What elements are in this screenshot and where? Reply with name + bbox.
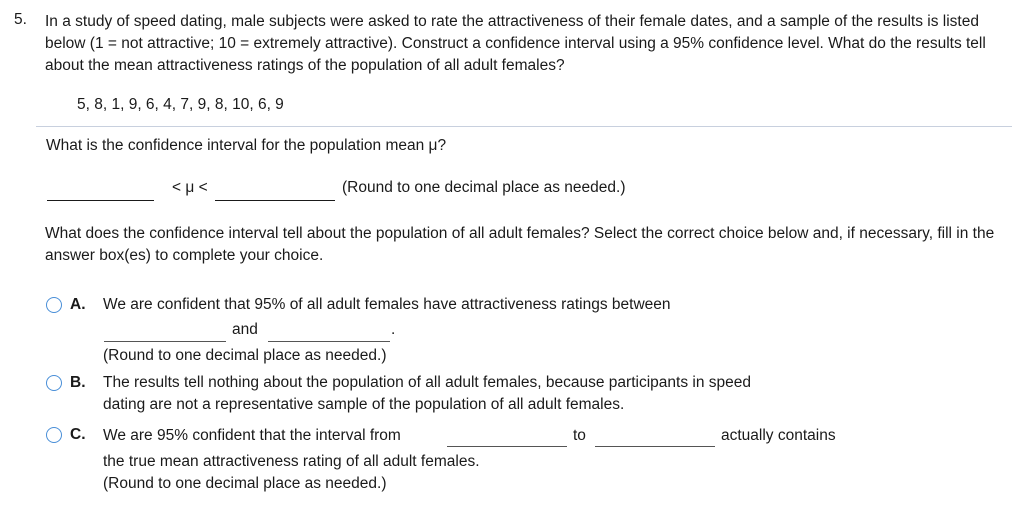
part2-prompt: What does the confidence interval tell about the population of all adult females? Select the correct choice below and, if necessary, fill in the answer box(es) to complete your choice. xyxy=(45,225,995,264)
option-b-letter: B. xyxy=(70,374,86,391)
option-a-letter: A. xyxy=(70,296,86,313)
ci-upper-answer-box[interactable] xyxy=(215,200,335,201)
part1-prompt: What is the confidence interval for the population mean μ? xyxy=(46,137,447,154)
option-a-connector: and xyxy=(232,321,258,338)
option-a-text: We are confident that 95% of all adult females have attractiveness ratings between xyxy=(103,296,671,313)
option-c-round-note: (Round to one decimal place as needed.) xyxy=(103,475,387,492)
option-b-text-line1: The results tell nothing about the population of all adult females, because participants in speed xyxy=(103,374,751,391)
option-c-answer-box-1[interactable] xyxy=(447,446,567,447)
ci-inequality: < μ < xyxy=(172,179,208,196)
part1-round-note: (Round to one decimal place as needed.) xyxy=(342,179,626,196)
option-b-text-line2: dating are not a representative sample of the population of all adult females. xyxy=(103,396,625,413)
option-c-letter: C. xyxy=(70,426,86,443)
option-c-text-line2: the true mean attractiveness rating of all adult females. xyxy=(103,453,480,470)
option-a-round-note: (Round to one decimal place as needed.) xyxy=(103,347,387,364)
option-c-connector: to xyxy=(573,427,586,444)
option-b-radio[interactable] xyxy=(46,375,62,391)
section-divider xyxy=(36,126,1012,127)
ci-lower-answer-box[interactable] xyxy=(47,200,154,201)
option-c-radio[interactable] xyxy=(46,427,62,443)
option-a-radio[interactable] xyxy=(46,297,62,313)
option-a-end-punct: . xyxy=(391,321,396,338)
option-a-answer-box-1[interactable] xyxy=(104,341,226,342)
question-text: In a study of speed dating, male subjects were asked to rate the attractiveness of their female dates, and a sample of the results is listed below (1 = not attractive; 10 = extremely attractive). Construct a confidence interval using a 95% confidence level. What do the results tell about the mean attractiveness ratings of the population of all adult females? xyxy=(45,13,986,74)
option-c-answer-box-2[interactable] xyxy=(595,446,715,447)
option-c-text-tail: actually contains xyxy=(721,427,836,444)
data-values: 5, 8, 1, 9, 6, 4, 7, 9, 8, 10, 6, 9 xyxy=(77,96,284,113)
question-number: 5. xyxy=(14,11,27,28)
option-a-answer-box-2[interactable] xyxy=(268,341,390,342)
option-c-text-line1: We are 95% confident that the interval from xyxy=(103,427,401,444)
